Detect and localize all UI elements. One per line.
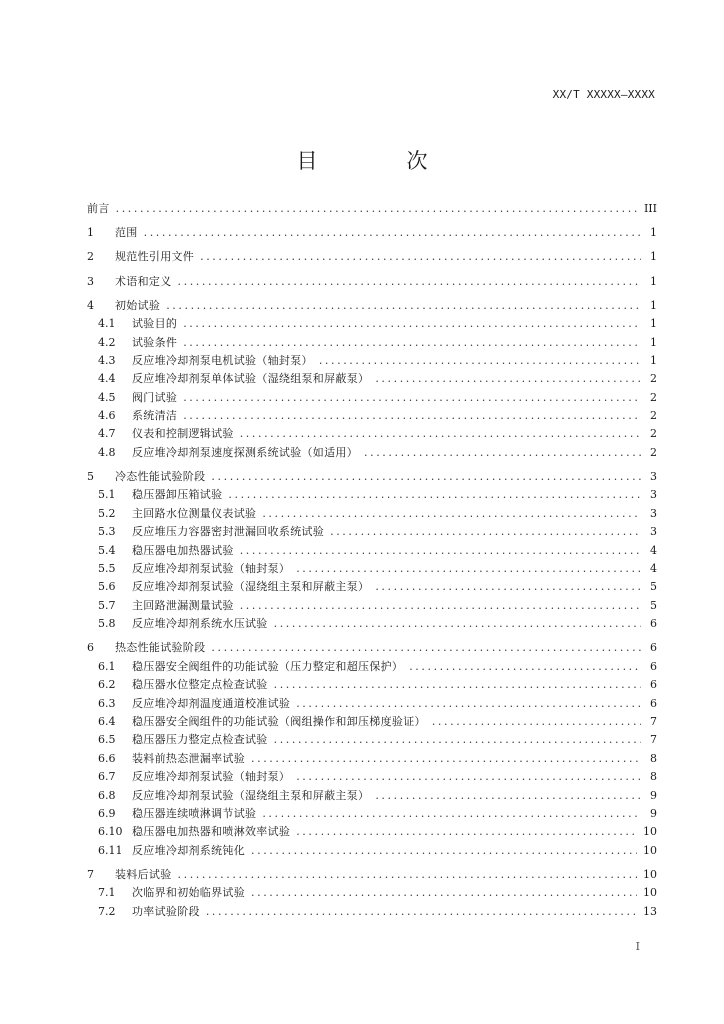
toc-leader-dots (211, 639, 641, 657)
toc-entry-title: 仪表和控制逻辑试验 (132, 427, 234, 441)
toc-entry-number: 6.5 (98, 733, 116, 747)
toc-entry-number: 6.11 (98, 843, 123, 857)
toc-entry-title: 次临界和初始临界试验 (132, 886, 245, 900)
toc-leader-dots (375, 787, 641, 805)
toc-entry-number: 1 (87, 226, 94, 240)
toc-entry-title: 反应堆冷却剂泵试验（湿绕组主泵和屏蔽主泵） (132, 788, 370, 802)
toc-leader-dots (251, 750, 641, 768)
toc-entry-page: 1 (650, 274, 657, 288)
toc-entry-page: 8 (650, 770, 657, 784)
toc-leader-dots (296, 823, 637, 841)
toc-entry-page: 1 (650, 250, 657, 264)
toc-entry[interactable] (87, 750, 657, 768)
toc-leader-dots (228, 486, 641, 504)
toc-entry-number: 4.1 (98, 317, 116, 331)
toc-entry-number: 4.8 (98, 445, 116, 459)
toc-entry-number: 5.5 (98, 562, 116, 576)
toc-entry-title: 反应堆冷却剂温度通道校准试验 (132, 696, 291, 710)
toc-entry[interactable] (87, 884, 657, 902)
toc-entry-number: 4.4 (98, 372, 116, 386)
toc-entry-page: 6 (650, 659, 657, 673)
toc-leader-dots (183, 315, 641, 333)
toc-entry-number: 5.4 (98, 543, 116, 557)
toc-entry-title: 阀门试验 (132, 390, 178, 404)
toc-entry[interactable] (87, 273, 657, 291)
toc-entry-title: 前言 (87, 202, 110, 215)
toc-entry-page: 5 (650, 598, 657, 612)
toc-entry[interactable] (87, 658, 657, 676)
toc-entry-page: 6 (650, 641, 657, 655)
toc-leader-dots (178, 273, 642, 291)
toc-leader-dots (166, 297, 641, 315)
toc-leader-dots (409, 658, 641, 676)
toc-entry[interactable] (87, 903, 657, 921)
toc-leader-dots (183, 407, 641, 425)
toc-entry[interactable] (87, 695, 657, 713)
toc-entry-number: 5.7 (98, 598, 116, 612)
toc-leader-dots (240, 425, 641, 443)
toc-leader-dots (200, 248, 641, 266)
toc-entry-title: 稳压器压力整定点检查试验 (132, 733, 268, 747)
toc-leader-dots (274, 731, 641, 749)
toc-entry-title: 系统清洁 (132, 409, 178, 423)
toc-leader-dots (375, 578, 641, 596)
toc-entry-title: 范围 (115, 226, 138, 240)
toc-leader-dots (432, 713, 641, 731)
toc-entry[interactable] (87, 370, 657, 388)
toc-entry-page: 3 (650, 506, 657, 520)
toc-entry[interactable] (87, 486, 657, 504)
toc-entry-number: 3 (87, 274, 94, 288)
toc-entry-title: 反应堆冷却剂泵试验（轴封泵） (132, 770, 291, 784)
toc-entry[interactable] (87, 334, 657, 352)
toc-entry-page: 1 (650, 226, 657, 240)
toc-entry[interactable] (87, 560, 657, 578)
toc-entry-page: 6 (650, 678, 657, 692)
toc-entry-title: 反应堆冷却剂泵电机试验（轴封泵） (132, 353, 313, 367)
toc-entry[interactable] (87, 615, 657, 633)
toc-entry[interactable] (87, 787, 657, 805)
toc-entry-page: 2 (650, 390, 657, 404)
toc-entry-title: 功率试验阶段 (132, 904, 200, 918)
toc-entry-number: 6 (87, 641, 94, 655)
toc-entry[interactable] (87, 676, 657, 694)
toc-entry-title: 反应堆冷却剂泵速度探测系统试验（如适用） (132, 445, 358, 459)
toc-entry-number: 4.3 (98, 353, 116, 367)
toc-entry-page: 7 (650, 714, 657, 728)
toc-entry-page: 4 (650, 543, 657, 557)
toc-entry[interactable] (87, 468, 657, 486)
toc-entry-title: 规范性引用文件 (115, 250, 195, 264)
toc-entry-title: 试验条件 (132, 335, 178, 349)
toc-entry[interactable] (87, 578, 657, 596)
toc-leader-dots (296, 695, 641, 713)
toc-entry-number: 5.1 (98, 488, 116, 502)
toc-entry-number: 6.6 (98, 751, 116, 765)
toc-entry-page: 1 (650, 335, 657, 349)
toc-entry-number: 6.7 (98, 770, 116, 784)
toc-entry[interactable] (87, 523, 657, 541)
toc-entry-title: 稳压器安全阀组件的功能试验（阀组操作和卸压梯度验证） (132, 714, 426, 728)
toc-leader-dots (296, 560, 641, 578)
toc-entry-page: 10 (643, 825, 657, 839)
toc-entry-title: 热态性能试验阶段 (115, 641, 206, 655)
toc-leader-dots (262, 505, 641, 523)
toc-entry-number: 7 (87, 867, 94, 881)
toc-entry-title: 反应堆压力容器密封泄漏回收系统试验 (132, 525, 325, 539)
toc-entry-title: 反应堆冷却剂泵单体试验（湿绕组泵和屏蔽泵） (132, 372, 370, 386)
toc-entry-number: 4.2 (98, 335, 116, 349)
toc-entry[interactable] (87, 315, 657, 333)
toc-entry-number: 6.4 (98, 714, 116, 728)
toc-leader-dots (240, 597, 641, 615)
toc-entry[interactable] (87, 542, 657, 560)
toc-entry[interactable] (87, 297, 657, 315)
toc-entry-title: 稳压器安全阀组件的功能试验（压力整定和超压保护） (132, 659, 404, 673)
toc-entry-number: 4.7 (98, 427, 116, 441)
toc-entry-number: 6.10 (98, 825, 123, 839)
toc-entry-number: 5 (87, 470, 94, 484)
toc-leader-dots (251, 884, 637, 902)
toc-leader-dots (206, 903, 637, 921)
toc-entry-number: 6.9 (98, 806, 116, 820)
toc-entry-page: 9 (650, 788, 657, 802)
toc-leader-dots (251, 842, 637, 860)
toc-entry[interactable] (87, 823, 657, 841)
toc-leader-dots (296, 768, 641, 786)
toc-entry-title: 稳压器电加热器试验 (132, 543, 234, 557)
toc-entry[interactable] (87, 805, 657, 823)
toc-entry-title: 主回路泄漏测量试验 (132, 598, 234, 612)
toc-entry-title: 稳压器水位整定点检查试验 (132, 678, 268, 692)
toc-entry-number: 5.2 (98, 506, 116, 520)
toc-entry-page: 8 (650, 751, 657, 765)
toc-entry[interactable] (87, 224, 657, 242)
toc-entry-title: 稳压器电加热器和喷淋效率试验 (132, 825, 291, 839)
toc-entry-page: 10 (643, 843, 657, 857)
toc-entry-title: 稳压器连续喷淋调节试验 (132, 806, 257, 820)
toc-entry-page: 3 (650, 488, 657, 502)
toc-leader-dots (240, 542, 641, 560)
toc-entry-page: 3 (650, 470, 657, 484)
toc-entry-page: III (643, 202, 657, 215)
toc-entry-page: 1 (650, 298, 657, 312)
toc-entry-number: 5.6 (98, 580, 116, 594)
toc-entry-number: 5.3 (98, 525, 116, 539)
toc-entry-title: 装料后试验 (115, 867, 172, 881)
toc-entry-title: 冷态性能试验阶段 (115, 470, 206, 484)
toc-entry-number: 4.5 (98, 390, 116, 404)
toc-entry-page: 4 (650, 562, 657, 576)
toc-entry-number: 6.8 (98, 788, 116, 802)
toc-entry-page: 6 (650, 617, 657, 631)
toc-entry-page: 2 (650, 409, 657, 423)
toc-entry-page: 1 (650, 353, 657, 367)
toc-entry-number: 5.8 (98, 617, 116, 631)
toc-entry[interactable] (87, 866, 657, 884)
toc-leader-dots (375, 370, 641, 388)
toc-entry-number: 4.6 (98, 409, 116, 423)
toc-entry-page: 1 (650, 317, 657, 331)
toc-entry-title: 试验目的 (132, 317, 178, 331)
toc-entry-title: 反应堆冷却剂系统水压试验 (132, 617, 268, 631)
toc-entry-title: 装料前热态泄漏率试验 (132, 751, 245, 765)
toc-entry-title: 主回路水位测量仪表试验 (132, 506, 257, 520)
page-number: I (635, 940, 640, 953)
toc-entry-number: 7.2 (98, 904, 116, 918)
toc-leader-dots (364, 444, 641, 462)
table-of-contents (87, 200, 657, 921)
toc-leader-dots (319, 352, 641, 370)
toc-entry-page: 10 (643, 867, 657, 881)
toc-title: 目 次 (296, 149, 462, 173)
document-code: XX/T XXXXX—XXXX (552, 88, 655, 101)
toc-entry-number: 6.2 (98, 678, 116, 692)
toc-entry[interactable] (87, 731, 657, 749)
toc-entry-page: 10 (643, 886, 657, 900)
toc-entry-title: 初始试验 (115, 298, 161, 312)
toc-leader-dots (178, 866, 638, 884)
toc-entry[interactable] (87, 425, 657, 443)
toc-leader-dots (274, 615, 641, 633)
toc-leader-dots (144, 224, 641, 242)
toc-entry[interactable] (87, 444, 657, 462)
toc-leader-dots (183, 334, 641, 352)
toc-entry-page: 2 (650, 445, 657, 459)
toc-entry-title: 反应堆冷却剂泵试验（湿绕组主泵和屏蔽主泵） (132, 580, 370, 594)
toc-entry[interactable] (87, 713, 657, 731)
toc-entry-title: 术语和定义 (115, 274, 172, 288)
toc-entry-title: 反应堆冷却剂系统钝化 (132, 843, 245, 857)
toc-entry[interactable] (87, 407, 657, 425)
toc-leader-dots (262, 805, 641, 823)
toc-entry-number: 2 (87, 250, 94, 264)
toc-entry[interactable] (87, 768, 657, 786)
toc-entry[interactable] (87, 639, 657, 657)
toc-entry[interactable] (87, 842, 657, 860)
toc-entry-number: 6.1 (98, 659, 116, 673)
toc-entry-page: 13 (643, 904, 657, 918)
toc-entry-title: 稳压器卸压箱试验 (132, 488, 223, 502)
toc-entry[interactable] (87, 352, 657, 370)
toc-leader-dots (274, 676, 641, 694)
toc-entry[interactable] (87, 389, 657, 407)
toc-leader-dots (116, 200, 638, 218)
toc-entry[interactable] (87, 505, 657, 523)
toc-leader-dots (183, 389, 641, 407)
toc-entry-page: 2 (650, 427, 657, 441)
toc-entry-page: 6 (650, 696, 657, 710)
toc-entry[interactable] (87, 597, 657, 615)
toc-entry-page: 2 (650, 372, 657, 386)
toc-entry-page: 9 (650, 806, 657, 820)
toc-entry-page: 7 (650, 733, 657, 747)
toc-entry-title: 反应堆冷却剂泵试验（轴封泵） (132, 562, 291, 576)
toc-entry-number: 7.1 (98, 886, 116, 900)
toc-entry-number: 6.3 (98, 696, 116, 710)
toc-entry-number: 4 (87, 298, 94, 312)
toc-entry-page: 3 (650, 525, 657, 539)
toc-entry-page: 5 (650, 580, 657, 594)
toc-leader-dots (330, 523, 641, 541)
toc-leader-dots (211, 468, 641, 486)
toc-entry[interactable] (87, 200, 657, 218)
toc-entry[interactable] (87, 248, 657, 266)
